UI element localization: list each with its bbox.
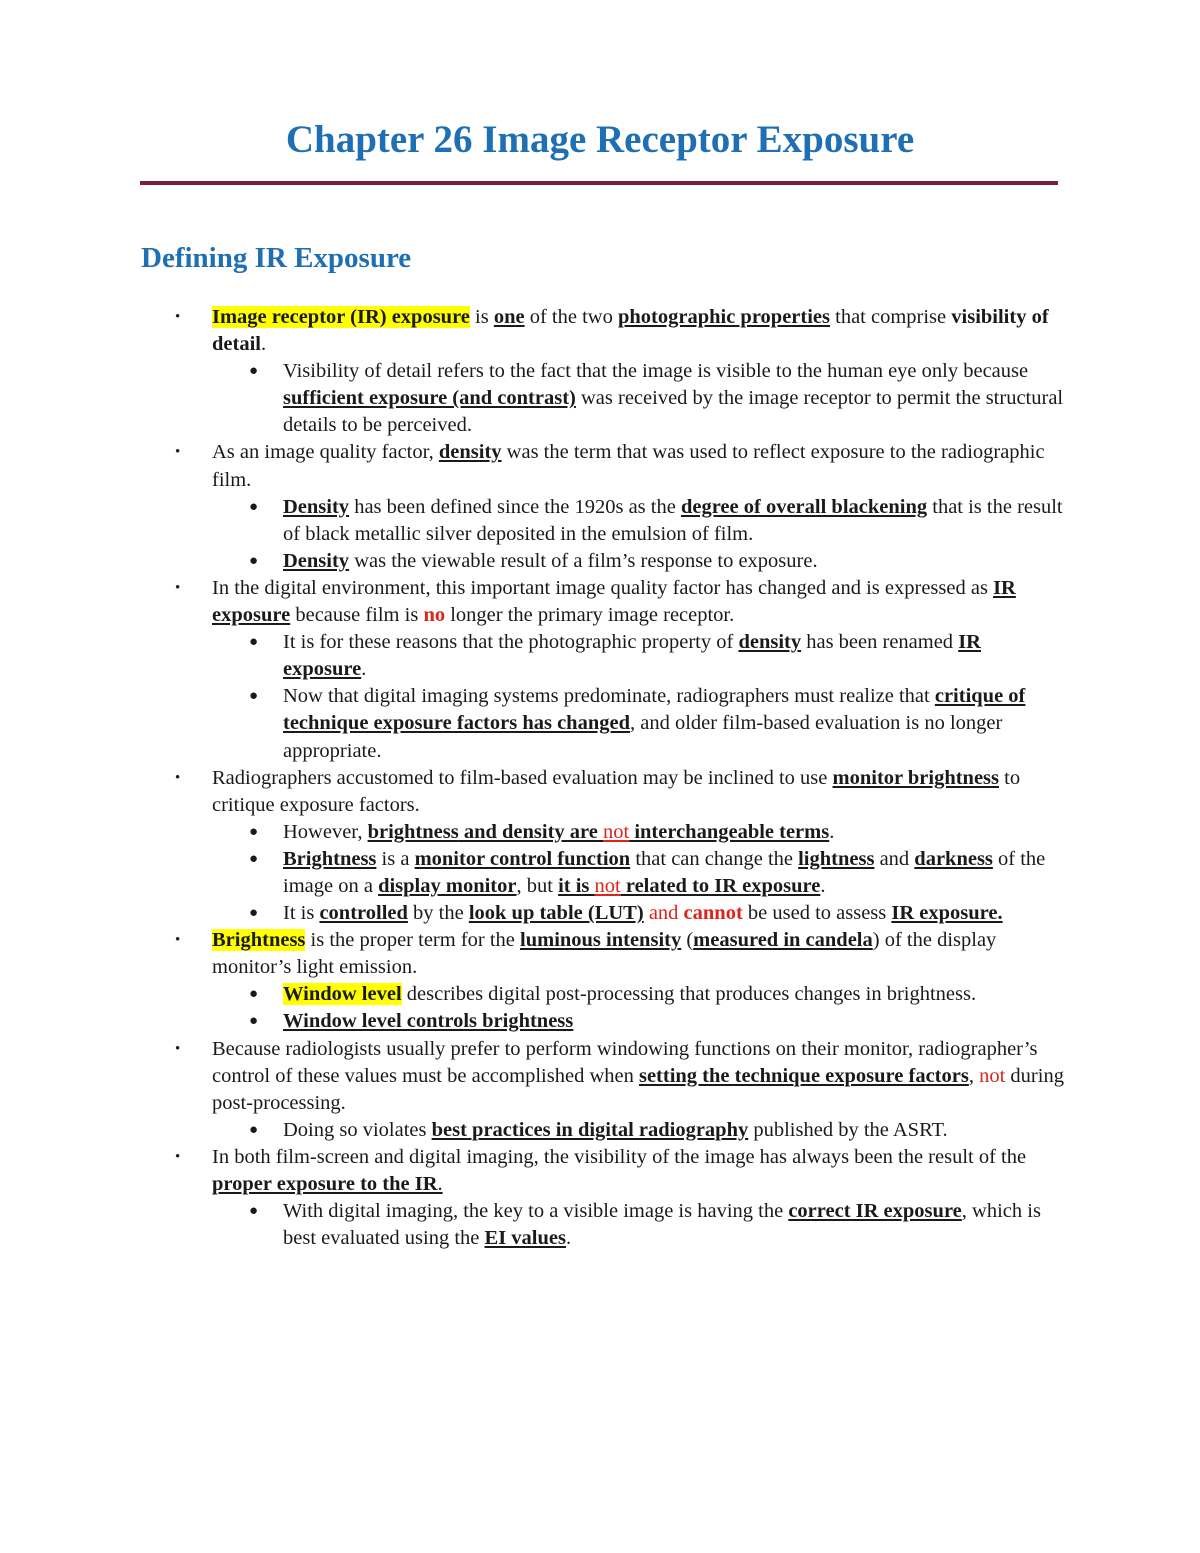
page-title: Chapter 26 Image Receptor Exposure — [285, 118, 915, 161]
list-item — [0, 981, 1200, 1008]
term-red: not — [594, 874, 621, 897]
text-run: , — [968, 1064, 980, 1087]
bullet-marker: • — [175, 444, 181, 461]
term-emphasis: darkness — [914, 847, 993, 870]
text-run: is — [469, 306, 494, 328]
title-divider — [140, 181, 1058, 185]
text-run: It is — [283, 902, 320, 925]
term-emphasis: Brightness — [283, 847, 377, 870]
term-emphasis: critique of technique exposure factors has changed — [283, 685, 1026, 735]
text-run: Now that digital imaging systems predominate, radiographers must realize that — [283, 685, 935, 708]
text-run: ) of the display monitor’s light emission. — [212, 929, 997, 979]
list-item — [0, 765, 1200, 819]
text-run: was the viewable result of a film’s response to exposure. — [349, 549, 818, 572]
text-run: , but — [516, 874, 559, 897]
term-emphasis: display monitor — [378, 874, 517, 897]
bullet-marker: • — [175, 1148, 181, 1165]
text-run: that is the result of black metallic silver deposited in the emulsion of film. — [283, 495, 1063, 545]
term-emphasis: Density — [283, 549, 350, 572]
list-item — [0, 819, 1200, 846]
term-red: not — [602, 820, 630, 843]
term-emphasis: related to IR exposure — [620, 874, 821, 897]
list-item — [0, 548, 1200, 575]
text-run: . — [565, 1227, 572, 1250]
bullet-marker: ● — [249, 688, 259, 705]
bullet-marker: • — [175, 1040, 181, 1057]
term-emphasis: Density — [283, 495, 350, 518]
term-emphasis: controlled — [319, 902, 408, 925]
text-run: is a — [376, 847, 415, 870]
text-run: , and older film-based evaluation is no longer appropriate. — [283, 712, 1003, 762]
bullet-marker: ● — [249, 1121, 259, 1138]
text-run: of the two — [524, 306, 618, 328]
term-emphasis: it is — [558, 874, 595, 897]
text-run: , which is best evaluated using the — [283, 1200, 1041, 1250]
term-red: and — [643, 902, 684, 925]
term-red: not — [979, 1064, 1006, 1087]
text-run: to critique exposure factors. — [212, 766, 1021, 816]
text-run: Because radiologists usually prefer to perform windowing functions on their monitor, radiographer’s control of these values must be accomplished when — [212, 1037, 1038, 1087]
text-run: that comprise — [830, 306, 952, 328]
term-emphasis: IR exposure — [283, 631, 981, 681]
term-emphasis: one — [493, 306, 525, 328]
term-emphasis: Window level controls brightness — [283, 1010, 574, 1033]
list-item — [0, 575, 1200, 629]
term-emphasis: interchangeable terms — [629, 820, 830, 843]
text-run: . — [437, 1173, 443, 1195]
list-item — [0, 1008, 1200, 1035]
bullet-marker: ● — [249, 850, 259, 867]
bullet-marker: ● — [249, 498, 259, 515]
list-item — [0, 1036, 1200, 1117]
text-run: that can change the — [630, 847, 799, 870]
bullet-marker: • — [175, 932, 181, 949]
text-run: has been renamed — [801, 631, 959, 654]
text-run: . — [361, 658, 367, 681]
list-item — [0, 900, 1200, 927]
bullet-marker: ● — [249, 986, 259, 1003]
list-item — [0, 439, 1200, 493]
text-run: is the proper term for the — [305, 929, 521, 952]
bullet-marker: ● — [249, 634, 259, 651]
bullet-marker: ● — [249, 552, 259, 569]
term-highlight: Window level — [283, 983, 402, 1006]
bullet-marker: • — [175, 579, 181, 596]
term-emphasis: lightness — [798, 847, 875, 870]
bullet-marker: ● — [249, 1203, 259, 1220]
term-emphasis: density — [738, 631, 802, 654]
text-run: With digital imaging, the key to a visible image is having the — [283, 1200, 789, 1223]
term-emphasis: best practices in digital radiography — [431, 1118, 749, 1141]
text-run: Visibility of detail refers to the fact that the image is visible to the human eye only because — [283, 360, 1029, 383]
term-highlight: Image receptor (IR) exposure — [212, 306, 470, 328]
text-run: . — [820, 874, 826, 897]
term-emphasis: brightness — [367, 820, 459, 843]
text-run: In the digital environment, this important image quality factor has changed and is expressed as — [212, 576, 994, 599]
bullet-marker: ● — [249, 823, 259, 840]
bullet-list — [0, 304, 1200, 1252]
text-run: ( — [681, 929, 694, 952]
text-run: Doing so violates — [283, 1118, 432, 1141]
text-run: during post-processing. — [212, 1064, 1064, 1114]
term-emphasis: setting the technique exposure factors — [638, 1064, 969, 1087]
text-run: has been defined since the 1920s as the — [349, 495, 681, 518]
term-emphasis: EI values — [484, 1227, 566, 1250]
text-run: As an image quality factor, — [212, 441, 439, 464]
text-run: because film is — [290, 604, 424, 627]
term-emphasis: IR exposure — [212, 576, 1016, 627]
term-bold: visibility of detail — [212, 306, 1049, 356]
bullet-marker: ● — [249, 905, 259, 922]
text-run: . — [829, 820, 835, 843]
term-emphasis: and density are — [458, 820, 603, 843]
term-emphasis: monitor brightness — [832, 766, 999, 789]
term-highlight: Brightness — [212, 929, 306, 952]
term-emphasis: density — [438, 441, 502, 464]
text-run: and — [874, 847, 915, 870]
text-run: However, — [283, 820, 368, 843]
text-run: by the — [407, 902, 469, 925]
bullet-marker: • — [175, 769, 181, 786]
term-emphasis: correct IR exposure — [788, 1200, 962, 1223]
text-run: of the image on a — [283, 847, 1046, 897]
list-item — [0, 1144, 1200, 1198]
bullet-marker: • — [175, 309, 181, 325]
term-emphasis: IR exposure. — [891, 902, 1003, 925]
bullet-marker: ● — [249, 1013, 259, 1030]
text-run: It is for these reasons that the photographic property of — [283, 631, 739, 654]
term-emphasis: photographic properties — [617, 306, 830, 328]
term-emphasis: look up table (LUT) — [468, 902, 644, 925]
term-emphasis: sufficient exposure (and contrast) — [283, 387, 576, 410]
term-emphasis: proper exposure to the IR — [212, 1173, 438, 1195]
text-run: . — [260, 333, 267, 356]
text-run: In both film-screen and digital imaging, the visibility of the image has always been the result of the — [212, 1145, 1027, 1168]
term-emphasis: degree of overall blackening — [680, 495, 928, 518]
list-item — [0, 1198, 1200, 1252]
list-item — [0, 358, 1200, 439]
text-run: longer the primary image receptor. — [445, 604, 735, 627]
section-heading: Defining IR Exposure — [141, 242, 412, 274]
list-item — [0, 629, 1200, 683]
term-emphasis: monitor control function — [414, 847, 631, 870]
list-item — [0, 927, 1200, 981]
list-item — [0, 846, 1200, 900]
list-item — [0, 1117, 1200, 1144]
text-run: was the term that was used to reflect exposure to the radiographic film. — [212, 441, 1045, 491]
list-item — [0, 494, 1200, 548]
term-red: no — [423, 604, 446, 627]
text-run: describes digital post-processing that produces changes in brightness. — [401, 983, 977, 1006]
list-item — [0, 304, 1200, 358]
list-item — [0, 683, 1200, 764]
text-run: Radiographers accustomed to film-based evaluation may be inclined to use — [212, 766, 833, 789]
text-run: was received by the image receptor to permit the structural details to be perceived. — [283, 387, 1064, 437]
bullet-marker: ● — [249, 363, 259, 380]
term-red: cannot — [683, 902, 743, 925]
text-run: published by the ASRT. — [748, 1118, 948, 1141]
term-emphasis: measured in candela — [693, 929, 873, 952]
term-emphasis: luminous intensity — [520, 929, 682, 952]
text-run: be used to assess — [742, 902, 892, 925]
